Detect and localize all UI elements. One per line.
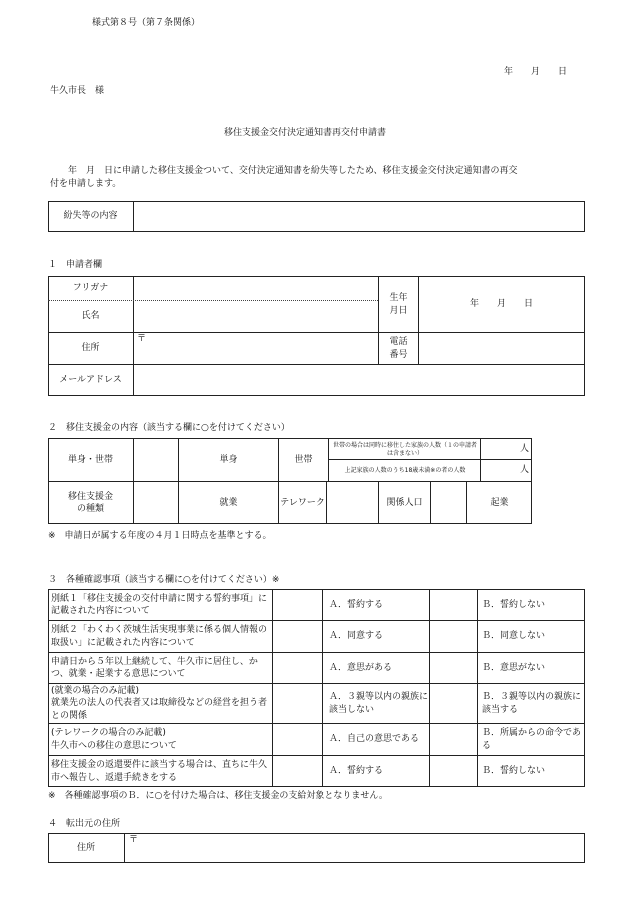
- name-field[interactable]: [134, 301, 377, 331]
- family-count-note: 世帯の場合は同時に移住した家族の人数（１の申請者は含まない）: [332, 442, 477, 457]
- confirm-option-b-3: Ｂ．意思がない: [482, 662, 546, 673]
- loss-contents-label: 紛失等の内容: [63, 211, 118, 222]
- date-line: 年 月 日: [504, 67, 568, 77]
- confirm-mark-a-3[interactable]: [273, 653, 322, 683]
- support-type-mark[interactable]: [134, 482, 178, 524]
- loss-contents-field[interactable]: [134, 202, 584, 231]
- address-field[interactable]: [150, 333, 377, 363]
- previous-postal-mark: 〒: [129, 835, 139, 845]
- single-option[interactable]: 単身: [219, 454, 238, 465]
- confirm-option-b-1: Ｂ．誓約しない: [482, 599, 546, 610]
- email-label: メールアドレス: [59, 375, 122, 386]
- confirm-mark-a-4[interactable]: [273, 684, 322, 723]
- related-population-option[interactable]: 関係人口: [386, 497, 423, 508]
- name-label: 氏名: [81, 311, 100, 322]
- confirm-option-b-6: Ｂ．誓約しない: [482, 766, 546, 777]
- confirm-mark-b-1[interactable]: [430, 590, 477, 620]
- furigana-label: フリガナ: [72, 282, 109, 293]
- email-field[interactable]: [134, 365, 584, 395]
- phone-field[interactable]: [419, 333, 584, 363]
- telework-option[interactable]: テレワーク: [280, 497, 325, 508]
- confirm-mark-b-2[interactable]: [430, 621, 477, 652]
- confirm-item-5: (テレワークの場合のみ記載) 牛久市への移住の意思について: [51, 728, 177, 751]
- section2-footnote: ※ 申請日が属する年度の４月１日時点を基準とする。: [48, 531, 272, 541]
- page-title: 移住支援金交付決定通知書再交付申請書: [224, 128, 387, 138]
- confirm-option-b-4: Ｂ．３親等以内の親族に該当する: [482, 692, 582, 715]
- confirm-mark-b-6[interactable]: [430, 756, 477, 787]
- confirm-mark-a-5[interactable]: [273, 724, 322, 755]
- household-option[interactable]: 世帯: [294, 454, 313, 465]
- confirm-option-a-6: Ａ．誓約する: [329, 766, 384, 777]
- form-number: 様式第８号（第７条関係）: [92, 18, 201, 28]
- confirm-mark-a-2[interactable]: [273, 621, 322, 652]
- single-household-label: 単身・世帯: [67, 454, 113, 465]
- section2-heading: ２ 移住支援金の内容（該当する欄に○を付けてください）: [48, 423, 290, 433]
- under18-unit: 人: [520, 465, 530, 475]
- section1-heading: １ 申請者欄: [48, 260, 103, 270]
- intro-line-2: 付を申請します。: [50, 179, 122, 189]
- addressee: 牛久市長 様: [50, 86, 105, 96]
- confirm-item-2: 別紙２「わくわく茨城生活実現事業に係る個人情報の取扱い」に記載された内容について: [51, 625, 268, 648]
- confirm-mark-b-5[interactable]: [430, 724, 477, 755]
- confirm-item-1: 別紙１「移住支援金の交付申請に関する誓約事項」に記載された内容について: [51, 593, 268, 616]
- confirm-mark-a-6[interactable]: [273, 756, 322, 787]
- intro-line-1: 年 月 日に申請した移住支援金ついて、交付決定通知書を紛失等したため、移住支援金交付決定通知書の再交: [50, 166, 518, 176]
- confirm-option-a-4: Ａ．３親等以内の親族に該当しない: [329, 692, 429, 715]
- furigana-field[interactable]: [134, 277, 377, 299]
- family-count-unit: 人: [520, 444, 530, 454]
- confirm-option-a-1: Ａ．誓約する: [329, 599, 384, 610]
- confirm-option-a-3: Ａ．意思がある: [329, 662, 393, 673]
- phone-label: 電話 番号: [389, 337, 408, 360]
- employment-option[interactable]: 就業: [219, 497, 238, 508]
- confirm-option-b-2: Ｂ．同意しない: [482, 631, 546, 642]
- confirm-option-a-5: Ａ．自己の意思である: [329, 734, 420, 745]
- support-type-label: 移住支援金 の種類: [67, 491, 113, 514]
- birth-date-label: 生年 月日: [389, 293, 408, 316]
- confirm-item-3: 申請日から５年以上継続して、牛久市に居住し、かつ、就業・起業する意思について: [51, 656, 258, 679]
- confirm-mark-b-4[interactable]: [430, 684, 477, 723]
- confirm-option-a-2: Ａ．同意する: [329, 631, 384, 642]
- section3-heading: ３ 各種確認事項（該当する欄に○を付けてください）※: [48, 575, 280, 585]
- confirm-option-b-5: Ｂ．所属からの命令である: [482, 728, 582, 751]
- section4-heading: ４ 転出元の住所: [48, 819, 121, 829]
- confirm-mark-b-3[interactable]: [430, 653, 477, 683]
- confirm-mark-a-1[interactable]: [273, 590, 322, 620]
- single-household-mark[interactable]: [134, 439, 178, 481]
- previous-address-field[interactable]: [142, 834, 584, 862]
- section3-footnote: ※ 各種確認事項のＢ．に○を付けた場合は、移住支援金の支給対象となりません。: [48, 791, 388, 801]
- confirm-item-6: 移住支援金の返還要件に該当する場合は、直ちに牛久市へ報告し、返還手続きをする: [51, 760, 268, 783]
- birth-date-field[interactable]: 年 月 日: [469, 299, 533, 310]
- previous-address-label: 住所: [76, 843, 95, 854]
- postal-mark: 〒: [137, 334, 147, 344]
- under18-note: 上記家族の人数のうち18歳未満※の者の人数: [344, 466, 466, 474]
- confirm-item-4: (就業の場合のみ記載) 就業先の法人の代表者又は取締役などの経営を担う者との関係: [51, 686, 268, 721]
- startup-option[interactable]: 起業: [490, 497, 509, 508]
- address-label: 住所: [81, 343, 100, 354]
